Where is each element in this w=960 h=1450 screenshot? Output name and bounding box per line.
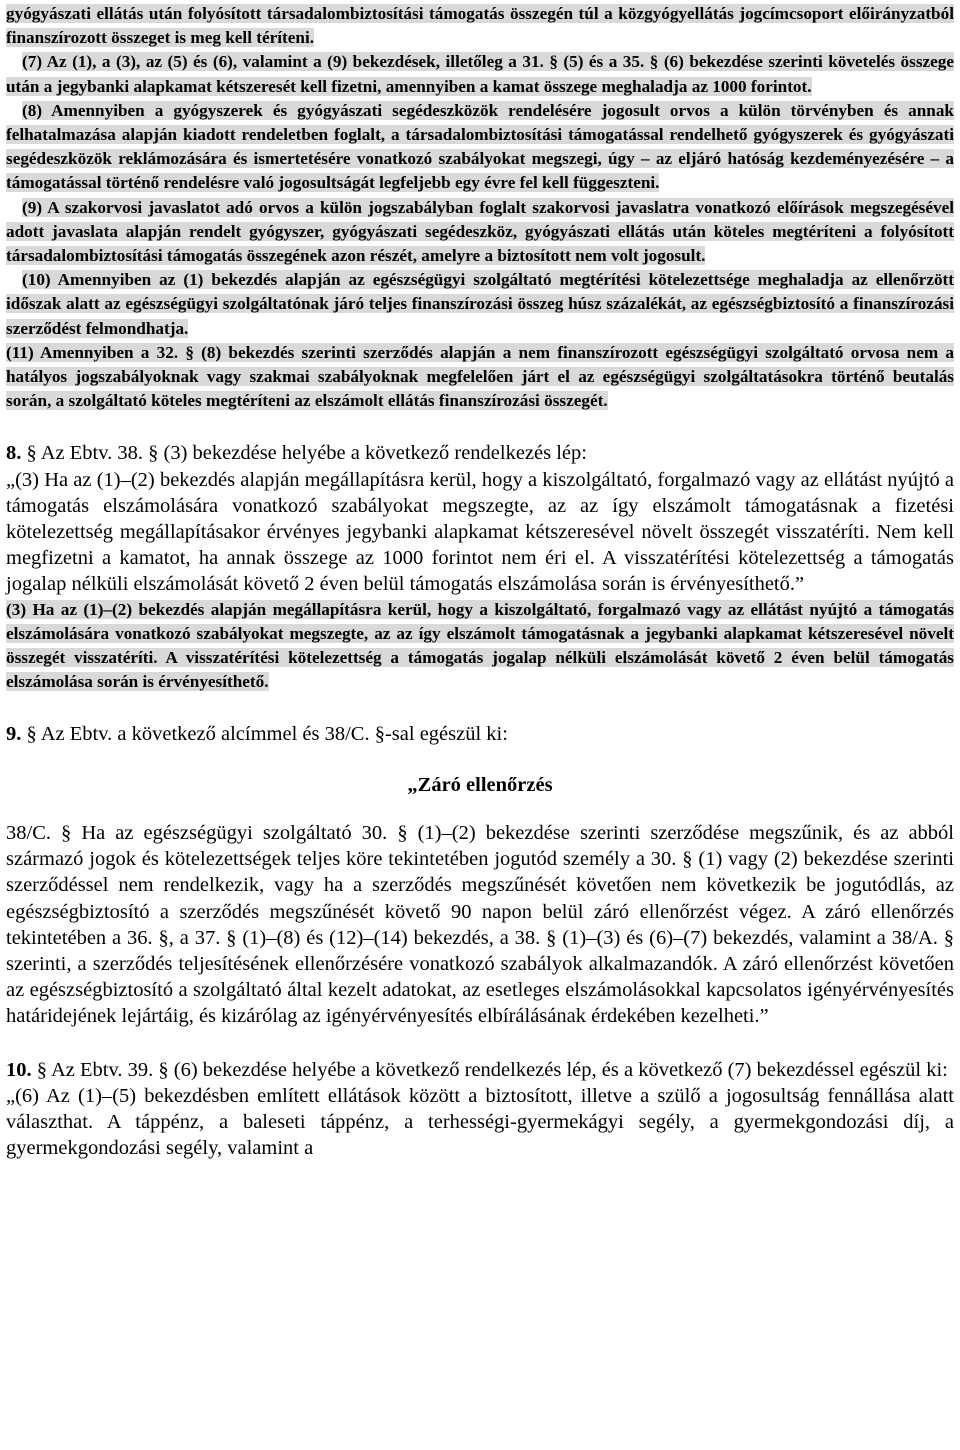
highlighted-text: gyógyászati ellátás után folyósított társadalombiztosítási támogatás összegén túl a közgyógyellátás jogcímcsoport előirányzatból finanszírozott összeget is meg kell téríteni. — [6, 4, 954, 48]
section-number: 9. — [6, 723, 22, 746]
paragraph-10 — [6, 268, 954, 341]
section-9-body: 38/C. § Ha az egészségügyi szolgáltató 30. § (1)–(2) bekezdése szerinti szerződése megszűnik, és az abból származó jogok és kötelezettségek teljes köre tekintetében jogutód személy a 30. § (1) vagy (2) bekezdése szerinti szerződéssel nem rendelkezik, vagy ha a szerződés megszűnését követően nem következik be jogutódlás, az egészségbiztosító a szerződés megszűnését követő 90 napon belül záró ellenőrzést végez. A záró ellenőrzés tekintetében a 36. §, a 37. § (1)–(8) és (12)–(14) bekezdés, a 38. § (1)–(3) és (6)–(7) bekezdés, valamint a 38/A. § szerinti, a szerződés teljesítésének ellenőrzésére vonatkozó szabályok alkalmazandók. A záró ellenőrzést követően az egészségbiztosító a szolgáltató által kezelt adatokat, az esetleges elszámolásokkal kapcsolatos igényérvényesítés határidejének lejártáig, és kizárólag az igényérvényesítés elbírálásának érdekében kezelheti.” — [6, 821, 954, 1028]
section-number: 10. — [6, 1058, 32, 1081]
section-number: 8. — [6, 442, 22, 465]
section-intro-text: § Az Ebtv. 38. § (3) bekezdése helyébe a következő rendelkezés lép: — [26, 442, 587, 465]
highlighted-text: (10) Amennyiben az (1) bekezdés alapján az egészségügyi szolgáltató megtérítési kötelezettsége meghaladja az ellenőrzött időszak alatt az egészségügyi szolgáltatónak járó teljes finanszírozási összeg húsz százalékát, az egészségbiztosító a finanszírozási szerződést felmondhatja. — [6, 270, 954, 338]
section-8-bold-text — [6, 598, 954, 695]
highlighted-text: (9) A szakorvosi javaslatot adó orvos a külön jogszabályban foglalt szakorvosi javaslatra vonatkozó előírások megszegésével adott javaslata alapján rendelt gyógyszer, gyógyászati segédeszköz, gyógyászati ellátás után köteles megtéríteni a folyósított társadalombiztosítási támogatás összegének azon részét, amelyre a biztosított nem volt jogosult. — [6, 197, 954, 266]
paragraph-7 — [6, 50, 954, 98]
paragraph-11 — [6, 341, 954, 414]
section-intro-text: § Az Ebtv. a következő alcímmel és 38/C. §-sal egészül ki: — [26, 723, 508, 746]
section-10-intro — [6, 1057, 954, 1083]
highlighted-text: (7) Az (1), a (3), az (5) és (6), valamint a (9) bekezdések, illetőleg a 31. § (5) és a 35. § (6) bekezdése szerinti követelés összege után a jegybanki alapkamat kétszeresét kell fizetni, amennyiben a kamat összege meghaladja az 1000 forintot. — [6, 52, 954, 96]
section-9-intro — [6, 721, 954, 747]
paragraph-8 — [6, 99, 954, 196]
highlighted-text: (11) Amennyiben a 32. § (8) bekezdés szerinti szerződés alapján a nem finanszírozott egészségügyi szolgáltató orvosa nem a hatályos jogszabályoknak vagy szakmai szabályoknak megfelelően járt el az egészségügyi szolgáltatásokra történő beutalás során, a szolgáltató köteles megtéríteni az elszámolt ellátás finanszírozási összegét. — [6, 342, 954, 411]
highlighted-text: (3) Ha az (1)–(2) bekezdés alapján megállapításra kerül, hogy a kiszolgáltató, forgalmazó vagy az ellátást nyújtó a támogatás elszámolására vonatkozó szabályokat megszegte, az az így elszámolt támogatásnak a jegybanki alapkamat kétszeresével növelt összegét visszatéríti. A visszatérítési kötelezettség a támogatás jogalap nélküli elszámolását követő 2 éven belül támogatás elszámolása során is érvényesíthető. — [6, 599, 954, 692]
paragraph-continuation — [6, 2, 954, 50]
section-8-intro — [6, 440, 954, 466]
section-intro-text: § Az Ebtv. 39. § (6) bekezdése helyébe a következő rendelkezés lép, és a következő (7) bekezdéssel egészül ki: — [36, 1058, 948, 1081]
paragraph-9 — [6, 196, 954, 269]
section-10-quote: „(6) Az (1)–(5) bekezdésben említett ellátások között a biztosított, illetve a szülő a jogosultság fennállása alatt választhat. A táppénz, a baleseti táppénz, a terhességi-gyermekágyi segély, a gyermekgondozási díj, a gyermekgondozási segély, valamint a — [6, 1084, 954, 1160]
highlighted-text: (8) Amennyiben a gyógyszerek és gyógyászati segédeszközök rendelésére jogosult orvos a külön törvényben és annak felhatalmazása alapján kiadott rendeletben foglalt, a társadalombiztosítási támogatással rendelhető gyógyszerek és gyógyászati segédeszközök reklámozására és ismertetésére vonatkozó szabályokat megszegi, úgy – az eljáró hatóság kezdeményezésére – a támogatással történő rendelésre való jogosultságát legfeljebb egy évre fel kell függeszteni. — [6, 100, 954, 193]
section-8-quote: „(3) Ha az (1)–(2) bekezdés alapján megállapításra kerül, hogy a kiszolgáltató, forgalmazó vagy az ellátást nyújtó a támogatás elszámolására vonatkozó szabályokat megszegte, az az így elszámolt támogatásnak a fizetési kötelezettség megállapításakor érvényes jegybanki alapkamat kétszeresével növelt összegét visszatéríti. Nem kell megfizetni a kamatot, ha annak összege az 1000 forintot nem éri el. A visszatérítési kötelezettség a támogatás jogalap nélküli elszámolását követő 2 éven belül támogatás elszámolása során is érvényesíthető.” — [6, 468, 954, 596]
subtitle-heading: „Záró ellenőrzés — [407, 773, 553, 796]
document-page — [0, 2, 960, 1450]
